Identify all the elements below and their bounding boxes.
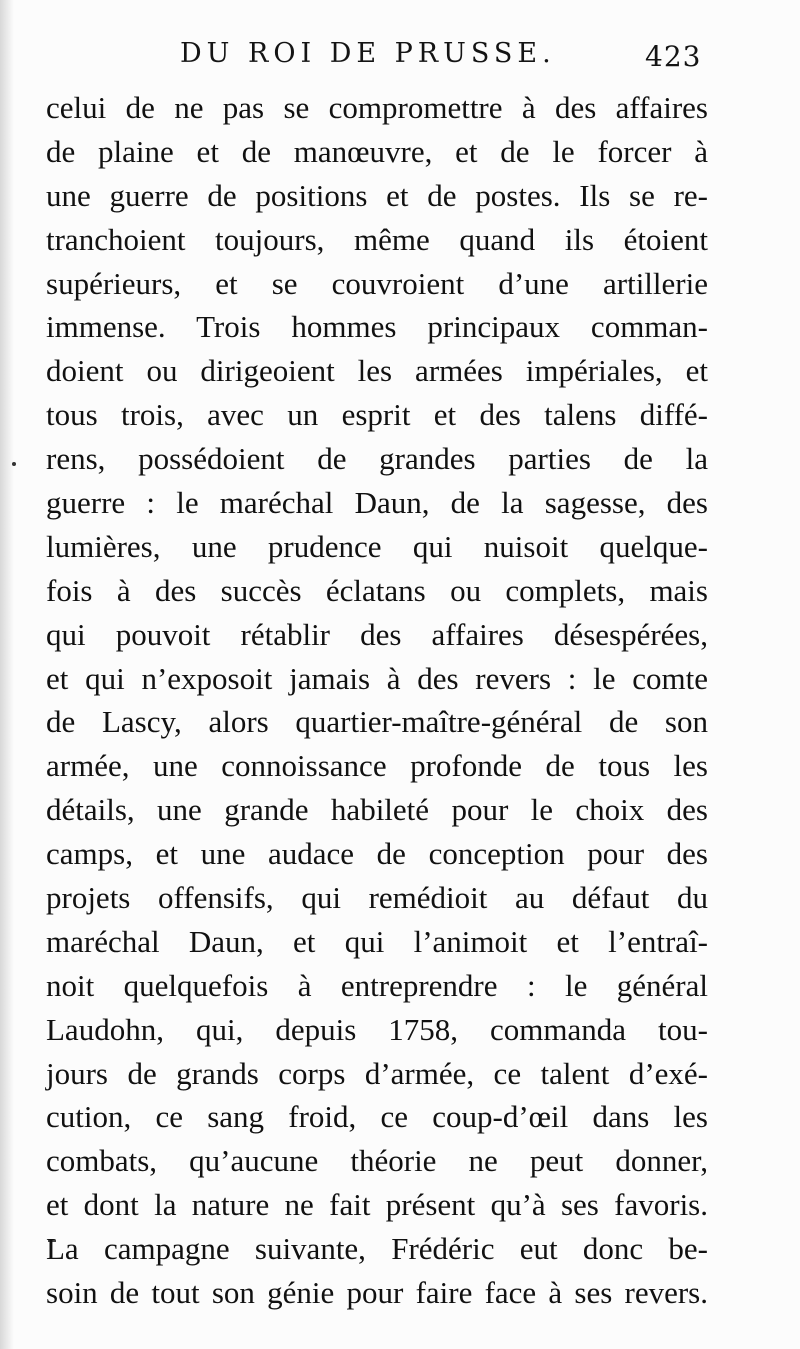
text-line: combats, qu’aucune théorie ne peut donner, [46,1143,708,1179]
page-edge-shadow [0,0,14,1349]
text-line: doient ou dirigeoient les armées impériales, et [46,353,708,389]
text-line: lumières, une prudence qui nuisoit quelque- [46,528,708,564]
text-line: projets offensifs, qui remédioit au défaut du [46,880,708,916]
text-line: celui de ne pas se compromettre à des affaires [46,90,708,125]
body-text [46,86,708,1315]
running-title: DU ROI DE PRUSSE. [180,38,556,69]
text-line: détails, une grande habileté pour le choix des [46,792,708,828]
text-line: cution, ce sang froid, ce coup-d’œil dans les [46,1099,708,1135]
text-line: jours de grands corps d’armée, ce talent d’exé- [46,1055,708,1091]
text-line: maréchal Daun, et qui l’animoit et l’entraî- [46,923,708,959]
text-line: rens, possédoient de grandes parties de la [46,441,708,477]
text-line: et qui n’exposoit jamais à des revers : le comte [46,660,708,696]
text-line: noit quelquefois à entreprendre : le général [46,967,708,1003]
text-line: Laudohn, qui, depuis 1758, commanda tou- [46,1011,708,1047]
text-line: de Lascy, alors quartier-maître-général de son [46,704,708,740]
text-line: guerre : le maréchal Daun, de la sagesse, des [46,485,708,521]
text-line: fois à des succès éclatans ou complets, mais [46,572,708,608]
ink-speck [12,462,16,466]
text-line: soin de tout son génie pour faire face à ses revers. [46,1275,708,1311]
text-line: et dont la nature ne fait présent qu’à ses favoris. [46,1187,708,1223]
page-header [0,38,800,78]
text-line: une guerre de positions et de postes. Ils se re- [46,177,708,213]
text-line: de plaine et de manœuvre, et de le forcer à [46,133,708,169]
text-line: tous trois, avec un esprit et des talens diffé- [46,397,708,433]
text-line: La campagne suivante, Frédéric eut donc be- [46,1231,708,1267]
text-line: armée, une connoissance profonde de tous les [46,748,708,784]
page-number: 423 [645,40,702,73]
text-line: immense. Trois hommes principaux comman- [46,309,708,345]
text-line: tranchoient toujours, même quand ils étoient [46,221,708,257]
text-line: qui pouvoit rétablir des affaires désespérées, [46,616,708,652]
text-line: supérieurs, et se couvroient d’une artillerie [46,265,708,301]
text-line: camps, et une audace de conception pour des [46,836,708,872]
